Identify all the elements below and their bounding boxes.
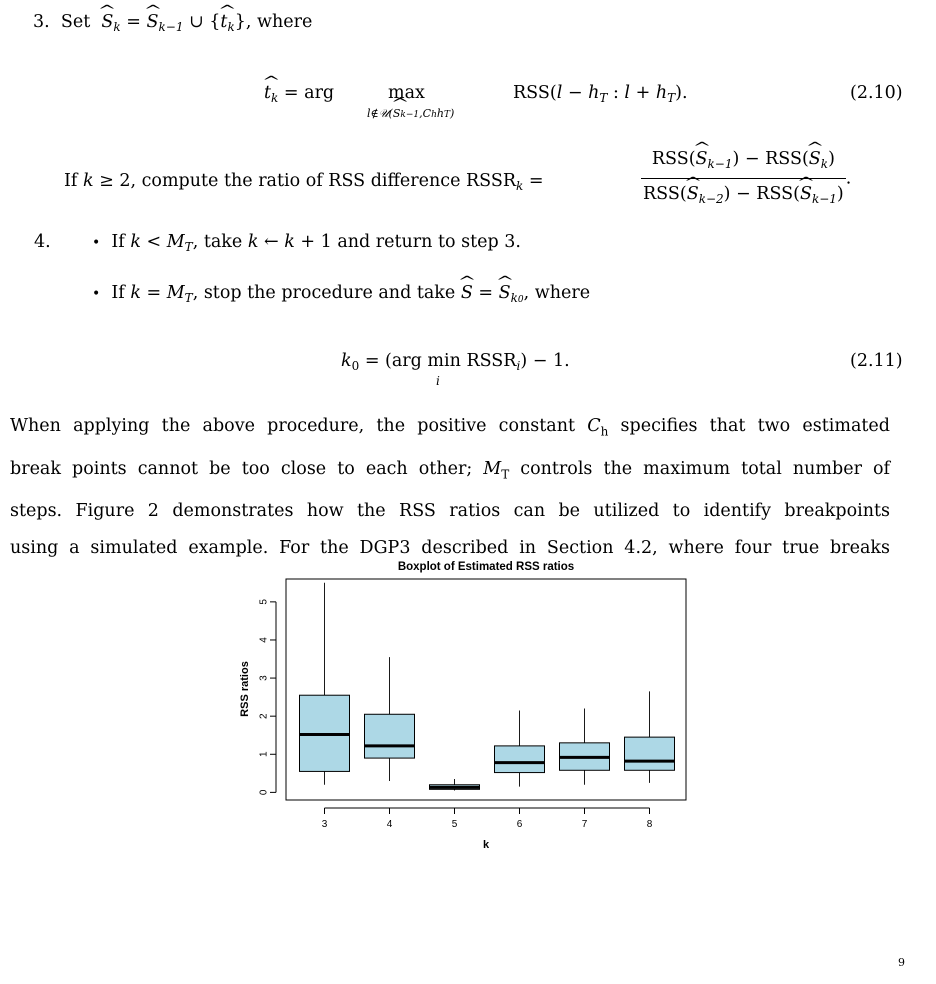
eq210-max: max bbox=[388, 83, 425, 103]
box-k4 bbox=[365, 657, 415, 781]
step3-line bbox=[33, 11, 312, 38]
box-iqr bbox=[495, 746, 545, 773]
eq210-number: (2.10) bbox=[850, 83, 903, 103]
step3-formula: ^ $S_k$ = ^ $S_{k-1}$ ∪ {^ $t_k$} bbox=[96, 12, 246, 32]
x-tick-label-5: 5 bbox=[451, 819, 458, 830]
box-iqr bbox=[625, 737, 675, 770]
y-tick-label-3: 3 bbox=[258, 675, 270, 681]
footnote-mark: 9 bbox=[898, 956, 905, 969]
eq210-constraint: l∉𝒰(^ Sk−1,ChhT) bbox=[367, 107, 454, 121]
x-tick-label-7: 7 bbox=[581, 819, 588, 830]
y-axis bbox=[259, 599, 276, 796]
body-paragraph bbox=[10, 408, 890, 567]
boxes bbox=[300, 583, 675, 791]
step3-where: , where bbox=[245, 12, 313, 32]
paragraph-line-3: steps. Figure 2 demonstrates how the RSS ratios can be utilized to identify breakpoints bbox=[10, 501, 890, 521]
y-tick-label-4: 4 bbox=[258, 637, 270, 643]
y-tick-label-1: 1 bbox=[258, 751, 270, 758]
chart-title: Boxplot of Estimated RSS ratios bbox=[397, 561, 575, 573]
equation-2-11: $k_0 = (arg$ $\min RSSR_i) - 1$. bbox=[341, 351, 570, 373]
y-tick-label-0: 0 bbox=[258, 789, 270, 796]
ratio-numerator: RSS(^ $S_{k-1}$) − RSS(^ $S_k$) bbox=[650, 148, 837, 178]
step3-number: 3. bbox=[33, 12, 50, 32]
eq211-number: (2.11) bbox=[850, 351, 903, 371]
step4-bullet2: • If $k = M_T$, stop the procedure and take ^ S = ^ $S_{k0}$, where bbox=[92, 282, 590, 311]
box-k3 bbox=[300, 583, 350, 785]
x-tick-label-4: 4 bbox=[386, 819, 393, 830]
box-iqr bbox=[365, 714, 415, 758]
x-tick-label-3: 3 bbox=[321, 819, 328, 830]
step3-set-word: Set bbox=[60, 12, 91, 32]
box-k8 bbox=[625, 691, 675, 782]
paragraph-line-4: using a simulated example. For the DGP3 described in Section 4.2, where four true breaks bbox=[10, 538, 890, 558]
x-axis bbox=[322, 808, 653, 830]
equation-2-10: ^ $t_k$ = arg bbox=[264, 82, 334, 109]
ratio-denominator: RSS(^ $S_{k-2}$) − RSS(^ $S_{k-1}$) bbox=[641, 178, 846, 210]
eq210-rhs: $RSS(l - h_T$ : $l + h_T$). bbox=[513, 83, 688, 105]
y-tick-label-5: 5 bbox=[258, 599, 270, 605]
ratio-line: If k ≥ 2, compute the ratio of RSS difference $RSSR_k$ = bbox=[64, 171, 544, 193]
boxplot-figure bbox=[220, 555, 710, 855]
box-k6 bbox=[495, 710, 545, 786]
x-axis-label: k bbox=[482, 839, 490, 851]
step4-number: 4. bbox=[34, 232, 51, 252]
paragraph-line-1: When applying the above procedure, the positive constant $C_h$ specifies that two estimated bbox=[10, 416, 890, 439]
box-k5 bbox=[430, 779, 480, 790]
ratio-fraction: $\frac{RSS(\^{} S_{k-1}) - RSS(\^{} S_k)}{RSS(\^{} S_{k-2}) - RSS(\^{} S_{k-1})}$ . bbox=[641, 148, 851, 210]
eq211-subscript-i: i bbox=[436, 374, 440, 388]
box-k7 bbox=[560, 709, 610, 785]
step4-bullet1: • If $k < M_T$, take k ← k + 1 and return to step 3. bbox=[92, 232, 521, 254]
x-tick-label-6: 6 bbox=[516, 819, 523, 830]
x-tick-label-8: 8 bbox=[646, 819, 653, 830]
paragraph-line-2: break points cannot be too close to each other; $M_T$ controls the maximum total number of bbox=[10, 458, 891, 481]
y-tick-label-2: 2 bbox=[258, 713, 270, 719]
y-axis-label: RSS ratios bbox=[239, 661, 251, 717]
